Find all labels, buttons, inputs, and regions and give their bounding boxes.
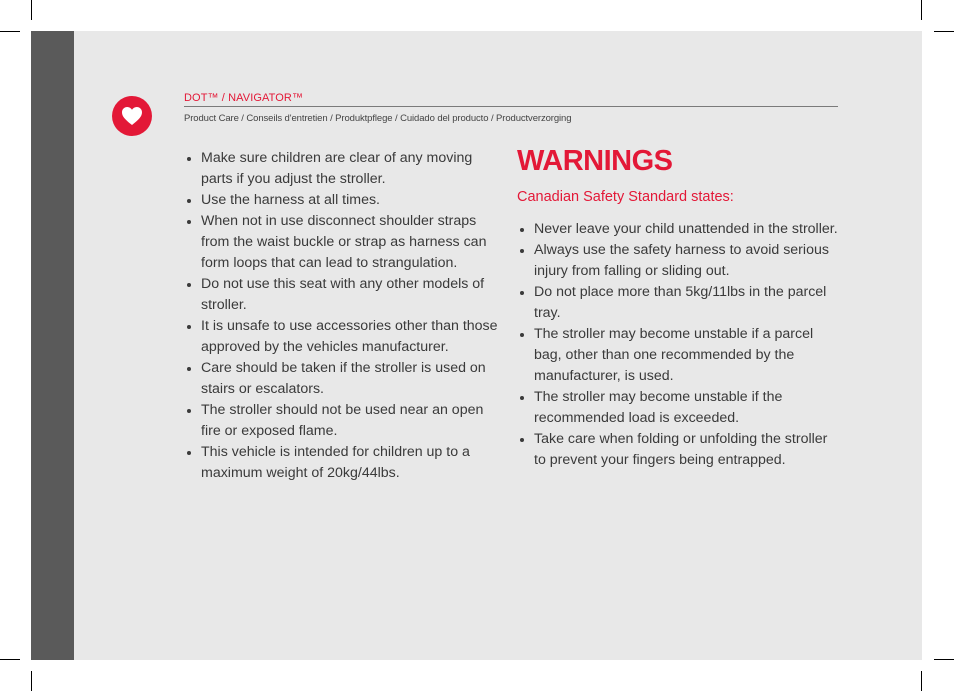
left-column xyxy=(184,148,506,484)
list-item: Do not place more than 5kg/11lbs in the parcel tray. xyxy=(517,282,842,324)
list-item: The stroller should not be used near an open fire or exposed flame. xyxy=(184,400,506,442)
section-subtitle: Product Care / Conseils d'entretien / Produktpflege / Cuidado del producto / Productverzorging xyxy=(184,113,572,124)
right-column xyxy=(517,142,842,471)
crop-mark xyxy=(921,671,922,691)
list-item: The stroller may become unstable if a parcel bag, other than one recommended by the manufacturer, is used. xyxy=(517,324,842,387)
list-item: Care should be taken if the stroller is used on stairs or escalators. xyxy=(184,358,506,400)
crop-mark xyxy=(921,0,922,20)
list-item: Make sure children are clear of any moving parts if you adjust the stroller. xyxy=(184,148,506,190)
document-header xyxy=(184,92,838,124)
list-item: When not in use disconnect shoulder straps from the waist buckle or strap as harness can form loops that can lead to strangulation. xyxy=(184,211,506,274)
brand-logo xyxy=(112,96,152,136)
product-name: DOT™ / NAVIGATOR™ xyxy=(184,92,838,107)
warnings-subheading: Canadian Safety Standard states: xyxy=(517,189,734,205)
safety-list xyxy=(184,148,506,484)
warnings-list xyxy=(517,219,842,471)
list-item: Take care when folding or unfolding the stroller to prevent your fingers being entrapped. xyxy=(517,429,842,471)
crop-mark xyxy=(0,659,20,660)
crop-mark xyxy=(934,31,954,32)
crop-mark xyxy=(0,31,20,32)
crop-mark xyxy=(934,659,954,660)
list-item: Do not use this seat with any other models of stroller. xyxy=(184,274,506,316)
list-item: The stroller may become unstable if the recommended load is exceeded. xyxy=(517,387,842,429)
heart-icon xyxy=(121,106,143,126)
list-item: This vehicle is intended for children up to a maximum weight of 20kg/44lbs. xyxy=(184,442,506,484)
list-item: Always use the safety harness to avoid serious injury from falling or sliding out. xyxy=(517,240,842,282)
crop-mark xyxy=(31,671,32,691)
list-item: Use the harness at all times. xyxy=(184,190,506,211)
list-item: Never leave your child unattended in the stroller. xyxy=(517,219,842,240)
crop-mark xyxy=(31,0,32,20)
page-sidebar-strip xyxy=(31,31,74,660)
list-item: It is unsafe to use accessories other than those approved by the vehicles manufacturer. xyxy=(184,316,506,358)
warnings-heading: WARNINGS xyxy=(517,145,673,177)
